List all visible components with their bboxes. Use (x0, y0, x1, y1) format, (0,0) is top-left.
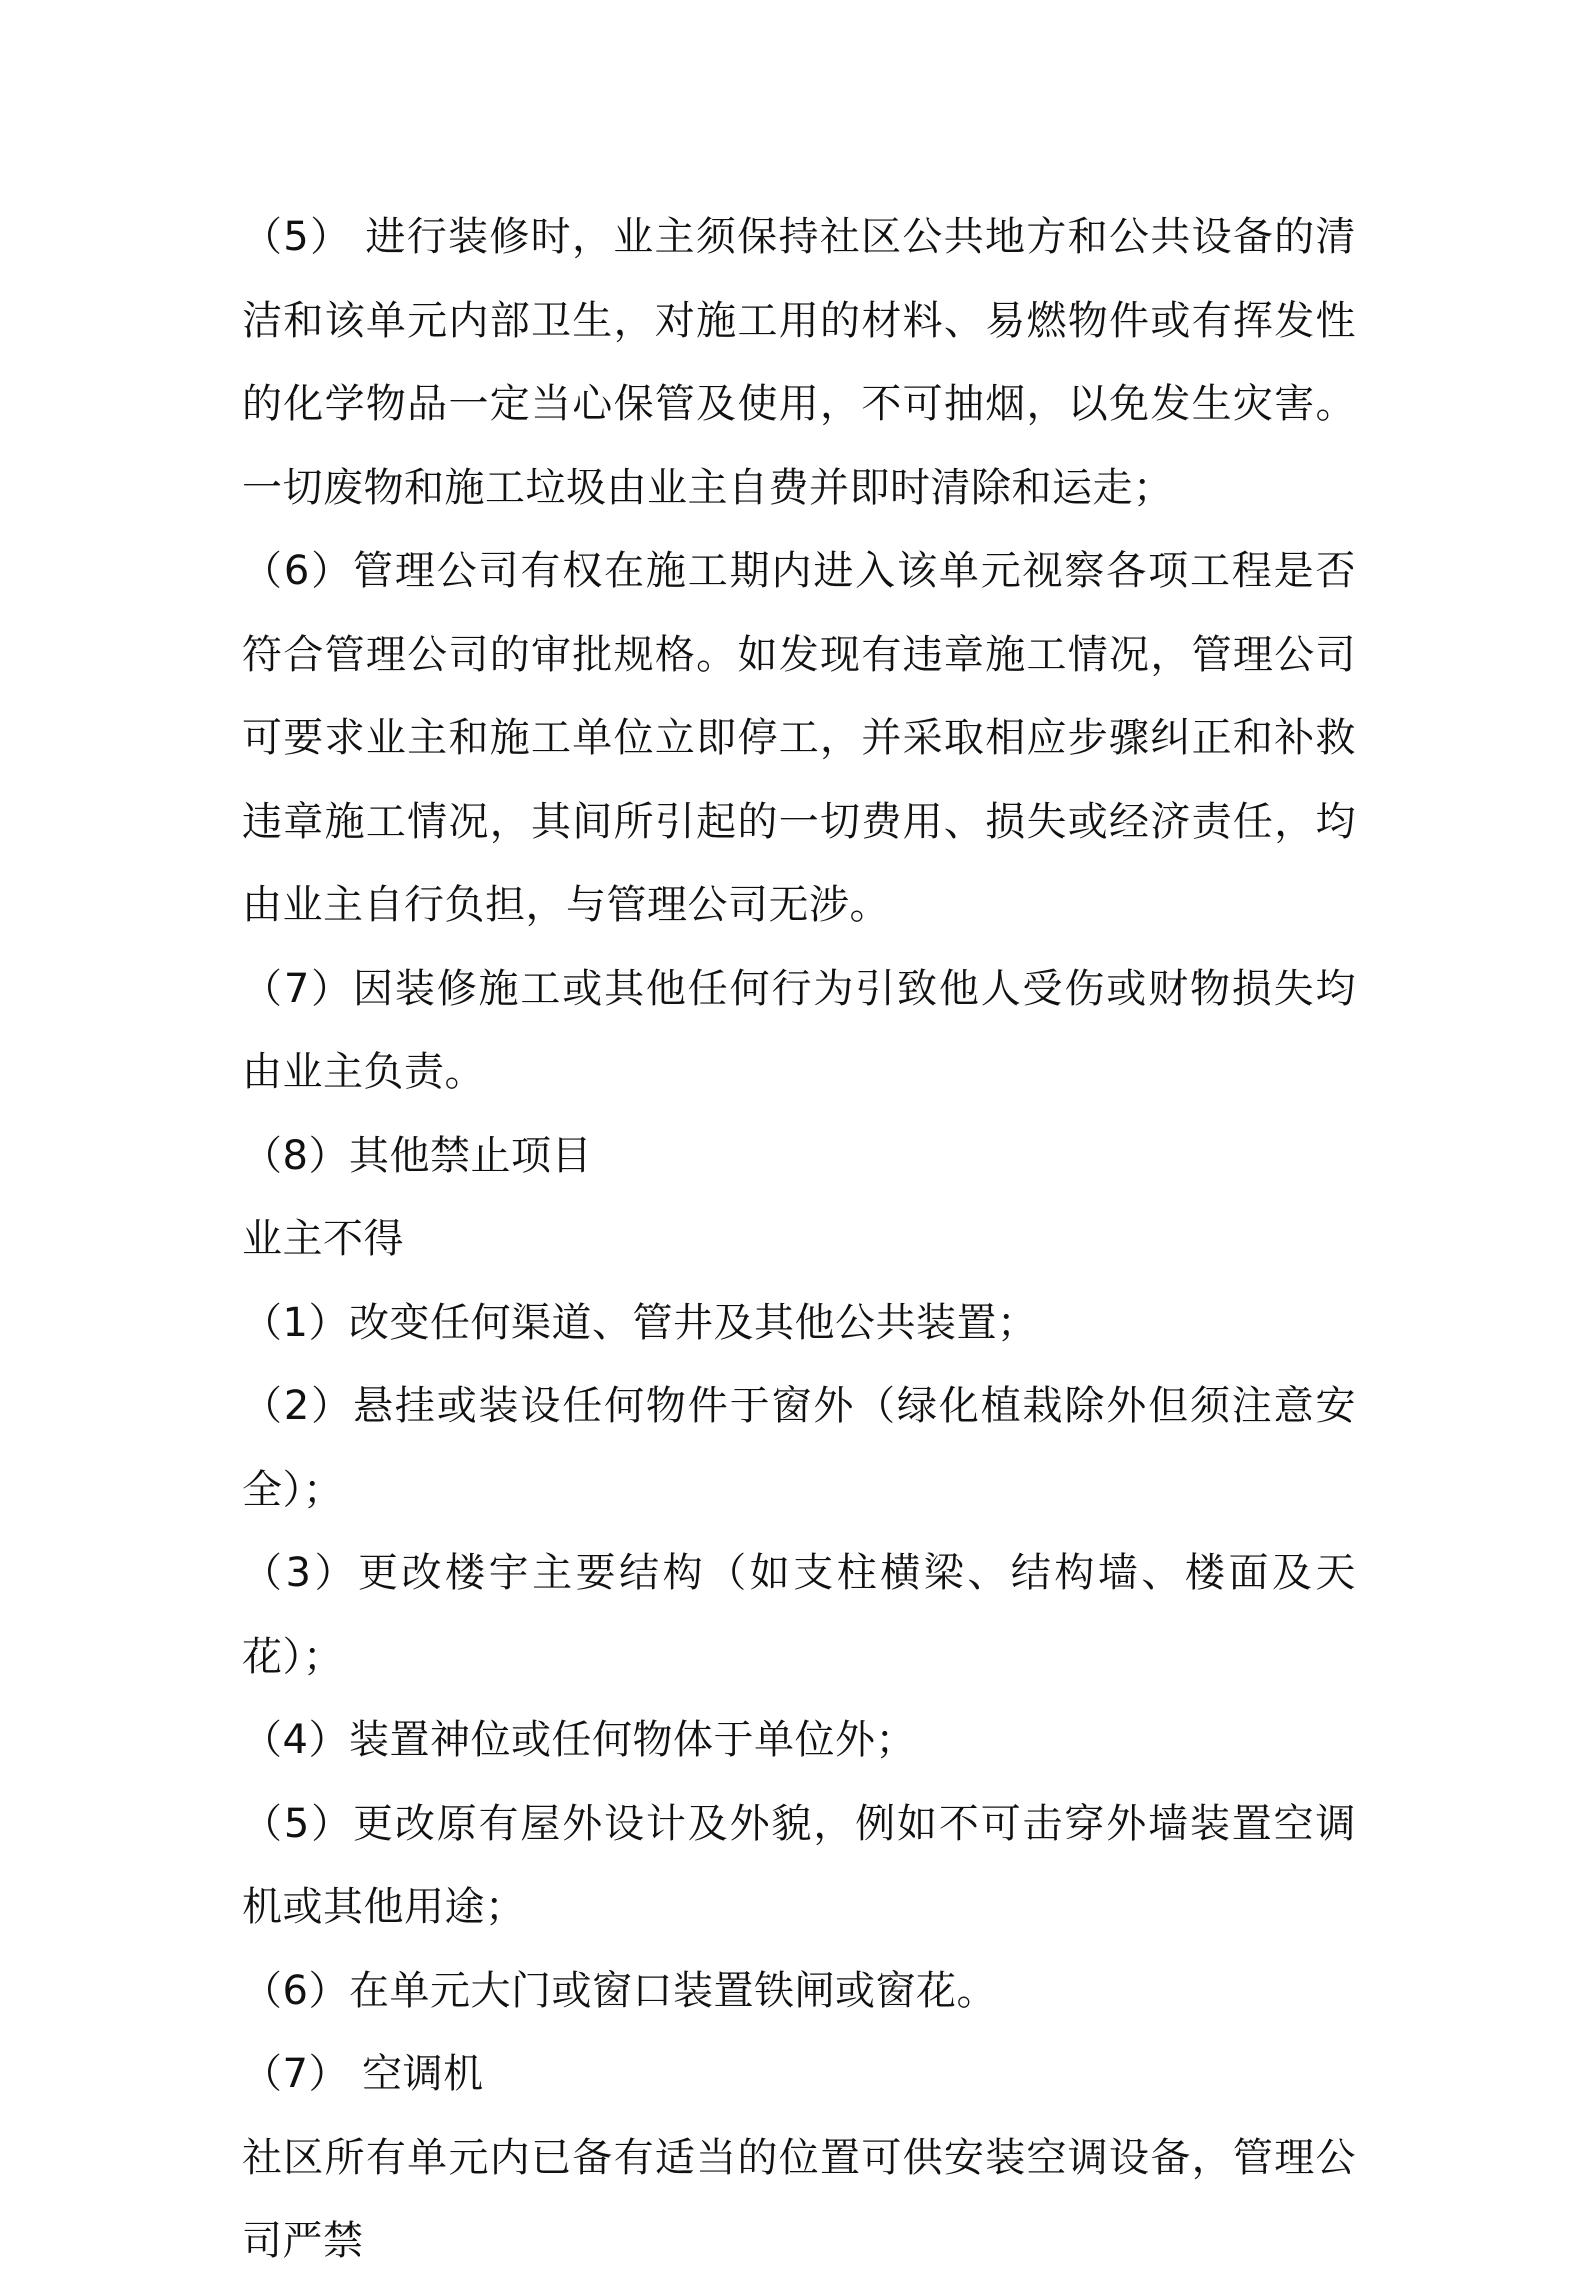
paragraph-renovation-cleanliness: （5） 进行装修时，业主须保持社区公共地方和公共设备的清洁和该单元内部卫生，对施工用的材料、易燃物件或有挥发性的化学物品一定当心保管及使用，不可抽烟，以免发生灾害。一切废物和施工垃圾由业主自费并即时清除和运走； (242, 214, 1356, 511)
list-item-prohibition-5: （5）更改原有屋外设计及外貌，例如不可击穿外墙装置空调机或其他用途； (242, 1800, 1356, 1930)
list-item-prohibition-6: （6）在单元大门或窗口装置铁闸或窗花。 (242, 1967, 997, 2014)
paragraph-owner-must-not: 业主不得 (242, 1216, 404, 1262)
list-item-prohibition-1: （1）改变任何渠道、管井及其他公共装置； (242, 1299, 1038, 1346)
paragraph-inspection-rights: （6）管理公司有权在施工期内进入该单元视察各项工程是否符合管理公司的审批规格。如发现有违章施工情况，管理公司可要求业主和施工单位立即停工，并采取相应步骤纠正和补救违章施工情况，其间所引起的一切费用、损失或经济责任，均由业主自行负担，与管理公司无涉。 (242, 548, 1356, 928)
list-item-prohibition-2: （2）悬挂或装设任何物件于窗外（绿化植栽除外但须注意安全）； (242, 1383, 1356, 1513)
paragraph-other-prohibitions-heading: （8）其他禁止项目 (242, 1132, 592, 1179)
list-item-prohibition-4: （4）装置神位或任何物体于单位外； (242, 1717, 916, 1763)
list-item-prohibition-3: （3）更改楼宇主要结构（如支柱横梁、结构墙、楼面及天花）； (242, 1550, 1356, 1680)
paragraph-air-conditioner-heading: （7） 空调机 (242, 2051, 484, 2097)
paragraph-liability: （7）因装修施工或其他任何行为引致他人受伤或财物损失均由业主负责。 (242, 965, 1356, 1095)
paragraph-air-conditioner-text: 社区所有单元内已备有适当的位置可供安装空调设备，管理公司严禁 (242, 2134, 1356, 2264)
document-page (242, 196, 1356, 2284)
